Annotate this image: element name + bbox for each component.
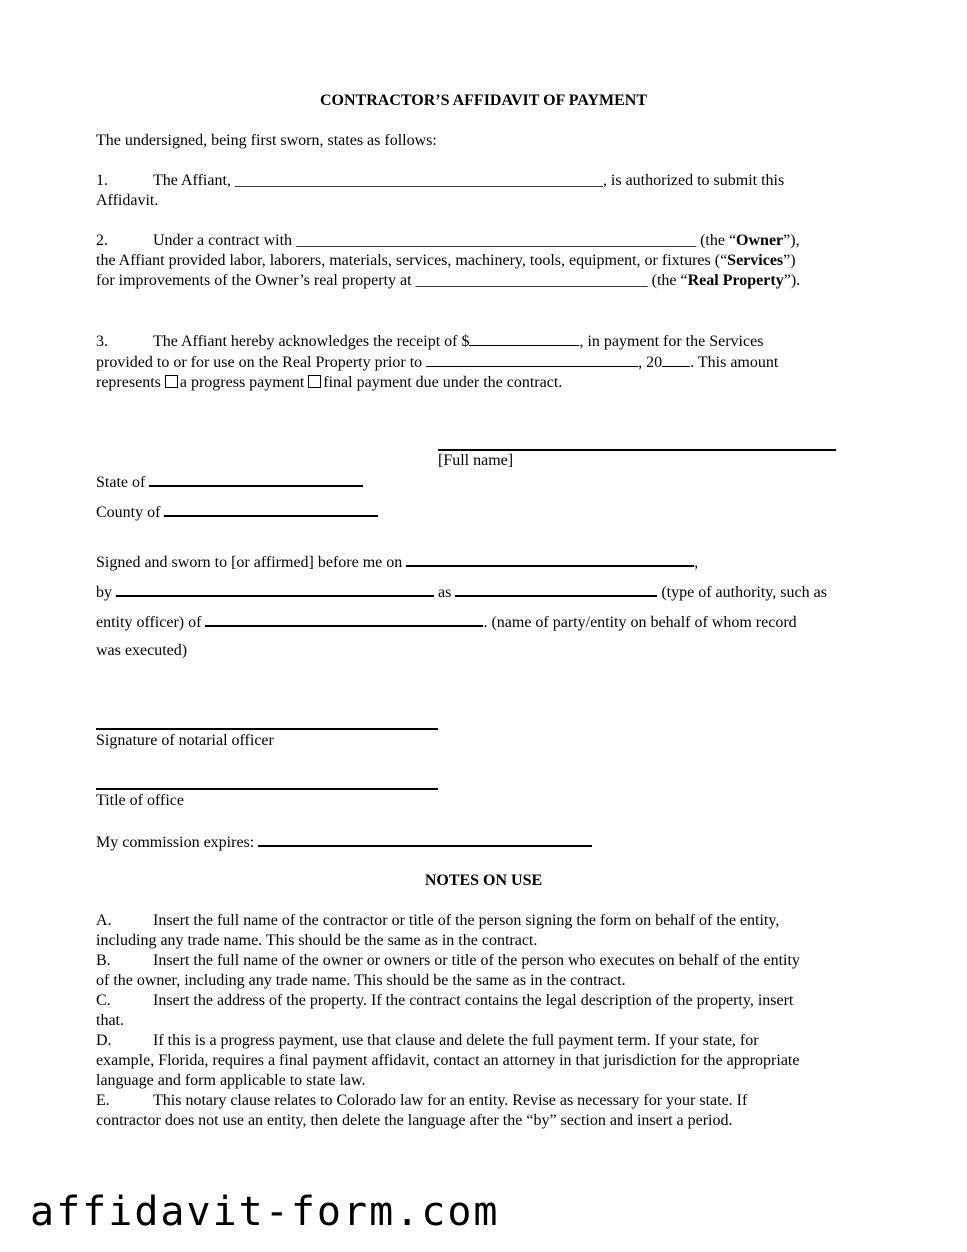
note-item: E. This notary clause relates to Colorado law for an entity. Revise as necessary for your state. If xyxy=(96,1092,748,1109)
commission-row: My commission expires: xyxy=(96,831,592,853)
title-of-office-label: Title of office xyxy=(96,792,184,809)
intro-text: The undersigned, being first sworn, states as follows: xyxy=(96,132,437,149)
paragraph-number: 1. xyxy=(96,172,108,189)
state-field[interactable] xyxy=(149,471,363,487)
amount-field[interactable] xyxy=(469,331,579,346)
state-row: State of xyxy=(96,471,363,493)
year-field[interactable] xyxy=(662,352,690,367)
property-address-blank[interactable]: _____________________________ xyxy=(415,272,648,289)
county-field[interactable] xyxy=(164,501,378,517)
note-item: C. Insert the address of the property. If the contract contains the legal description of the property, insert xyxy=(96,992,794,1009)
executed-text: was executed) xyxy=(96,642,188,659)
progress-payment-checkbox[interactable] xyxy=(165,375,178,388)
title-of-office-line[interactable] xyxy=(96,788,438,790)
signed-sworn-row: Signed and sworn to [or affirmed] before me on , xyxy=(96,551,698,573)
entity-name-field[interactable] xyxy=(205,611,483,627)
sworn-date-field[interactable] xyxy=(406,551,694,567)
watermark-text: affidavit-form.com xyxy=(30,1189,500,1235)
note-item: B. Insert the full name of the owner or owners or title of the person who executes on behalf of the entity xyxy=(96,952,800,969)
commission-expiry-field[interactable] xyxy=(258,831,592,847)
note-item: A. Insert the full name of the contractor or title of the person signing the form on behalf of the entity, xyxy=(96,912,780,929)
paragraph-number: 3. xyxy=(96,333,108,350)
notary-signature-line[interactable] xyxy=(96,728,438,730)
entity-row: entity officer) of . (name of party/entity on behalf of whom record xyxy=(96,611,797,633)
full-name-label: [Full name] xyxy=(438,452,514,469)
note-item: D. If this is a progress payment, use that clause and delete the full payment term. If your state, for xyxy=(96,1032,759,1049)
owner-name-blank[interactable]: __________________________________________________ xyxy=(296,232,697,249)
final-payment-checkbox[interactable] xyxy=(308,375,321,388)
authority-type-field[interactable] xyxy=(455,581,657,597)
date-field[interactable] xyxy=(426,352,638,367)
document-title: CONTRACTOR’S AFFIDAVIT OF PAYMENT xyxy=(319,92,647,109)
notes-list: A. Insert the full name of the contractor or title of the person signing the form on behalf of the entity, including any trade name. This should be the same as in the contract. B. Insert the full name of the owner or owners or title of the person who executes on behalf of the entity of the owner, including any trade name. This should be the same as in the contract. C. Insert the address of the property. If the contract contains the legal description of the property, insert that. D. If this is a progress payment, use that clause and delete the full payment term. If your state, for example, Florida, requires a final payment affidavit, contact an attorney in that jurisdiction for the appropriate language and form applicable to state law. E. This notary clause relates to Colorado law for an entity. Revise as necessary for your state. If contractor does not use an entity, then delete the language after the “by” section and insert a period. xyxy=(96,911,876,1131)
county-row: County of xyxy=(96,501,378,523)
affiant-name-blank[interactable]: ______________________________________________ xyxy=(234,172,603,189)
notary-signature-label: Signature of notarial officer xyxy=(96,732,274,749)
paragraph-number: 2. xyxy=(96,232,108,249)
by-row: by as (type of authority, such as xyxy=(96,581,827,603)
paragraph-2: 2. Under a contract with __________________________________________________ (the “Owner”), the Affiant provided labor, laborers, materials, services, machinery, tools, equipment, or fixtures (“Services”) for improvements of the Owner’s real property at _____________________________ (the “Real Property”). xyxy=(96,232,801,289)
signer-name-field[interactable] xyxy=(116,581,434,597)
paragraph-1: 1. The Affiant, ______________________________________________, is authorized to submit this Affidavit. xyxy=(96,172,785,209)
notes-title: NOTES ON USE xyxy=(424,872,543,889)
paragraph-3: 3. The Affiant hereby acknowledges the receipt of $ , in payment for the Services provided to or for use on the Real Property prior to , 20 . This amount represents a progress payment final payment due under the contract. xyxy=(96,333,779,391)
